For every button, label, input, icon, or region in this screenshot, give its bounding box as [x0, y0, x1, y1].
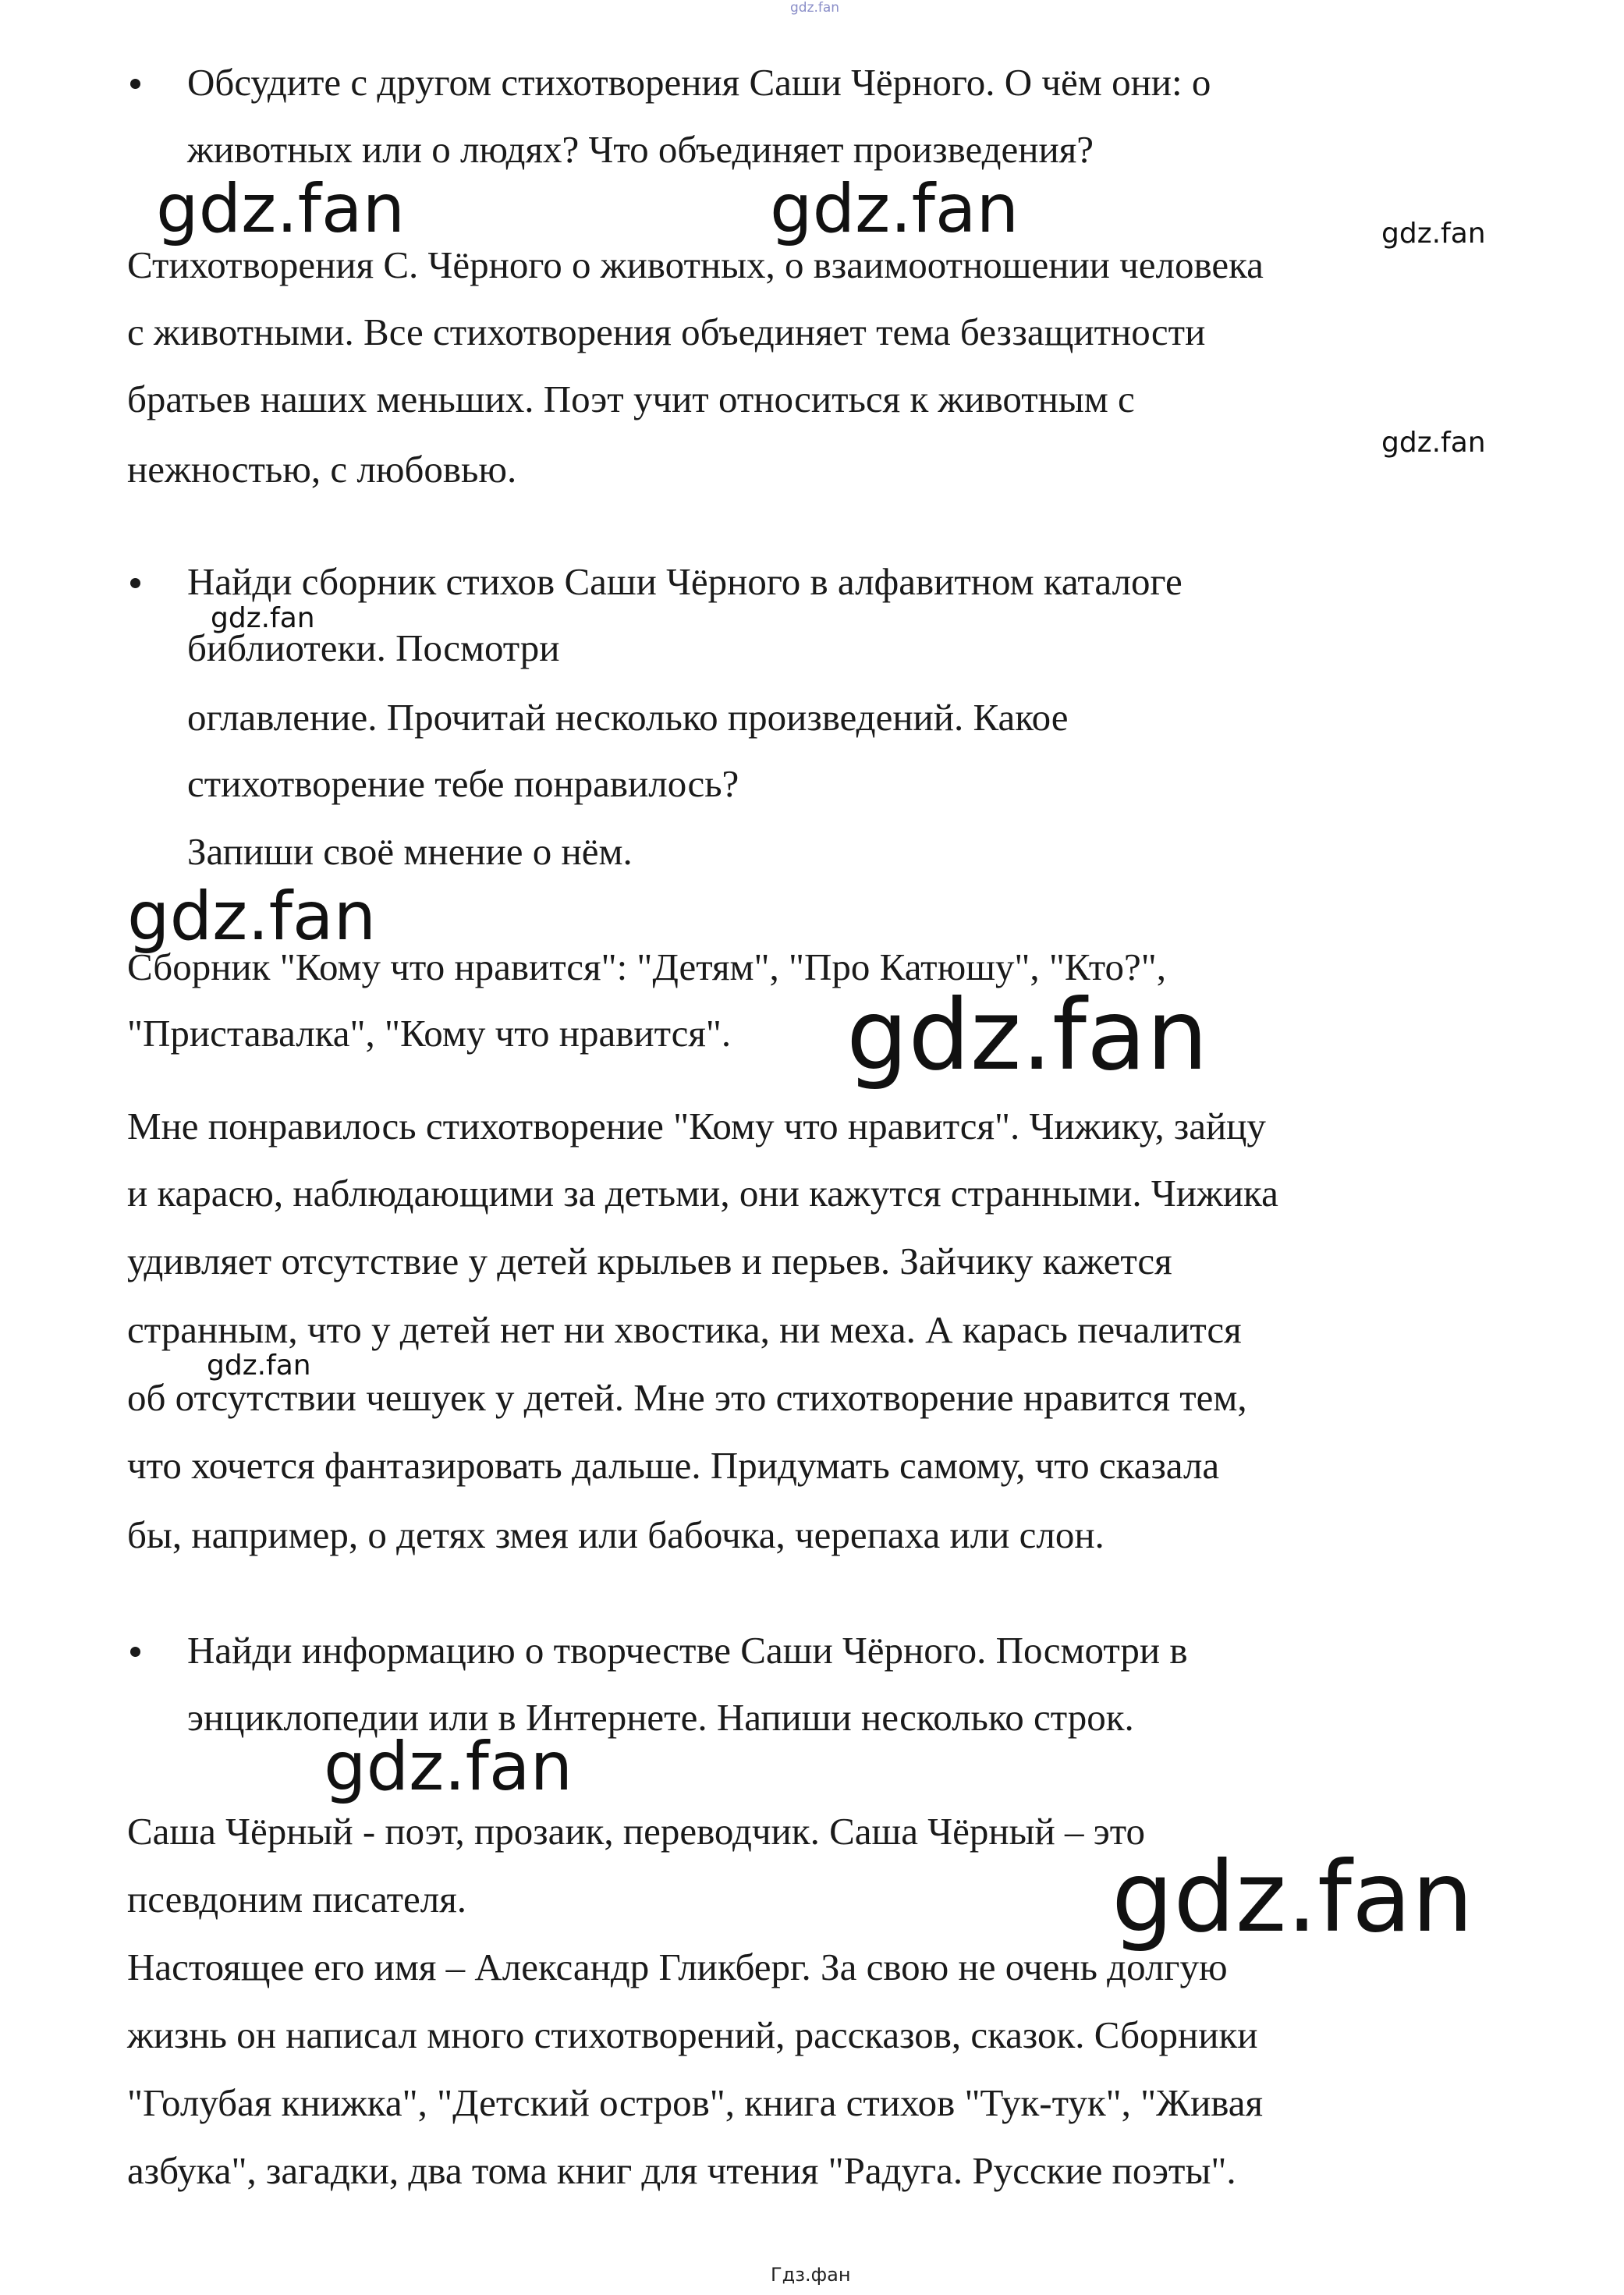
- answer-3-line-6: азбука", загадки, два тома книг для чтения "Радуга. Русские поэты".: [127, 2149, 1236, 2192]
- bullet-3: [130, 1647, 140, 1657]
- answer-2-line-8: что хочется фантазировать дальше. Придумать самому, что сказала: [127, 1444, 1220, 1487]
- answer-2-line-6: странным, что у детей нет ни хвостика, ни меха. А карась печалится: [127, 1308, 1242, 1351]
- answer-2-line-2: "Приставалка", "Кому что нравится".: [127, 1012, 732, 1055]
- answer-1-line-1: Стихотворения С. Чёрного о животных, о взаимоотношении человека: [127, 243, 1264, 286]
- question-2-line-2: библиотеки. Посмотри: [187, 626, 560, 669]
- question-2-line-3: оглавление. Прочитай несколько произведений. Какое: [187, 696, 1069, 739]
- watermark-4: gdz.fan: [1381, 427, 1486, 459]
- watermark-7: gdz.fan: [846, 979, 1208, 1092]
- answer-2-line-5: удивляет отсутствие у детей крыльев и перьев. Зайчику кажется: [127, 1240, 1172, 1282]
- answer-2-line-4: и карасю, наблюдающими за детьми, они кажутся странными. Чижика: [127, 1172, 1278, 1215]
- answer-3-line-5: "Голубая книжка", "Детский остров", книга стихов "Тук-тук", "Живая: [127, 2081, 1264, 2124]
- answer-1-line-4: нежностью, с любовью.: [127, 448, 517, 491]
- bullet-1: [130, 79, 140, 89]
- watermark-9: gdz.fan: [324, 1728, 573, 1806]
- question-3-line-1: Найди информацию о творчестве Саши Чёрного. Посмотри в: [187, 1629, 1188, 1672]
- question-2-line-5: Запиши своё мнение о нём.: [187, 830, 633, 873]
- watermark-1: gdz.fan: [156, 170, 406, 248]
- footer-text: Гдз.фан: [771, 2264, 851, 2286]
- question-3-line-2: энциклопедии или в Интернете. Напиши несколько строк.: [187, 1696, 1134, 1739]
- watermark-10: gdz.fan: [1112, 1841, 1473, 1954]
- watermark-3: gdz.fan: [1381, 218, 1486, 250]
- answer-1-line-3: братьев наших меньших. Поэт учит относиться к животным с: [127, 378, 1135, 420]
- answer-3-line-4: жизнь он написал много стихотворений, рассказов, сказок. Сборники: [127, 2013, 1258, 2056]
- answer-3-line-2: псевдоним писателя.: [127, 1878, 467, 1921]
- question-2-line-1: Найди сборник стихов Саши Чёрного в алфавитном каталоге: [187, 560, 1183, 603]
- question-1-line-2: животных или о людях? Что объединяет произведения?: [187, 128, 1094, 171]
- watermark-5: gdz.fan: [211, 602, 315, 634]
- answer-2-line-1: Сборник "Кому что нравится": "Детям", "Про Катюшу", "Кто?",: [127, 945, 1167, 988]
- answer-3-line-1: Саша Чёрный - поэт, прозаик, переводчик. Саша Чёрный – это: [127, 1810, 1146, 1853]
- watermark-2: gdz.fan: [770, 170, 1019, 248]
- watermark-8: gdz.fan: [207, 1350, 311, 1382]
- question-2-line-4: стихотворение тебе понравилось?: [187, 762, 739, 805]
- answer-2-line-7: об отсутствии чешуек у детей. Мне это стихотворение нравится тем,: [127, 1376, 1247, 1419]
- bullet-2: [130, 578, 140, 588]
- answer-3-line-3: Настоящее его имя – Александр Гликберг. За свою не очень долгую: [127, 1946, 1228, 1988]
- watermark-6: gdz.fan: [127, 878, 377, 956]
- answer-1-line-2: с животными. Все стихотворения объединяет тема беззащитности: [127, 310, 1206, 353]
- question-1-line-1: Обсудите с другом стихотворения Саши Чёрного. О чём они: о: [187, 61, 1211, 104]
- answer-2-line-3: Мне понравилось стихотворение "Кому что нравится". Чижику, зайцу: [127, 1105, 1266, 1148]
- header-watermark: gdz.fan: [790, 0, 840, 16]
- answer-2-line-9: бы, например, о детях змея или бабочка, черепаха или слон.: [127, 1513, 1105, 1556]
